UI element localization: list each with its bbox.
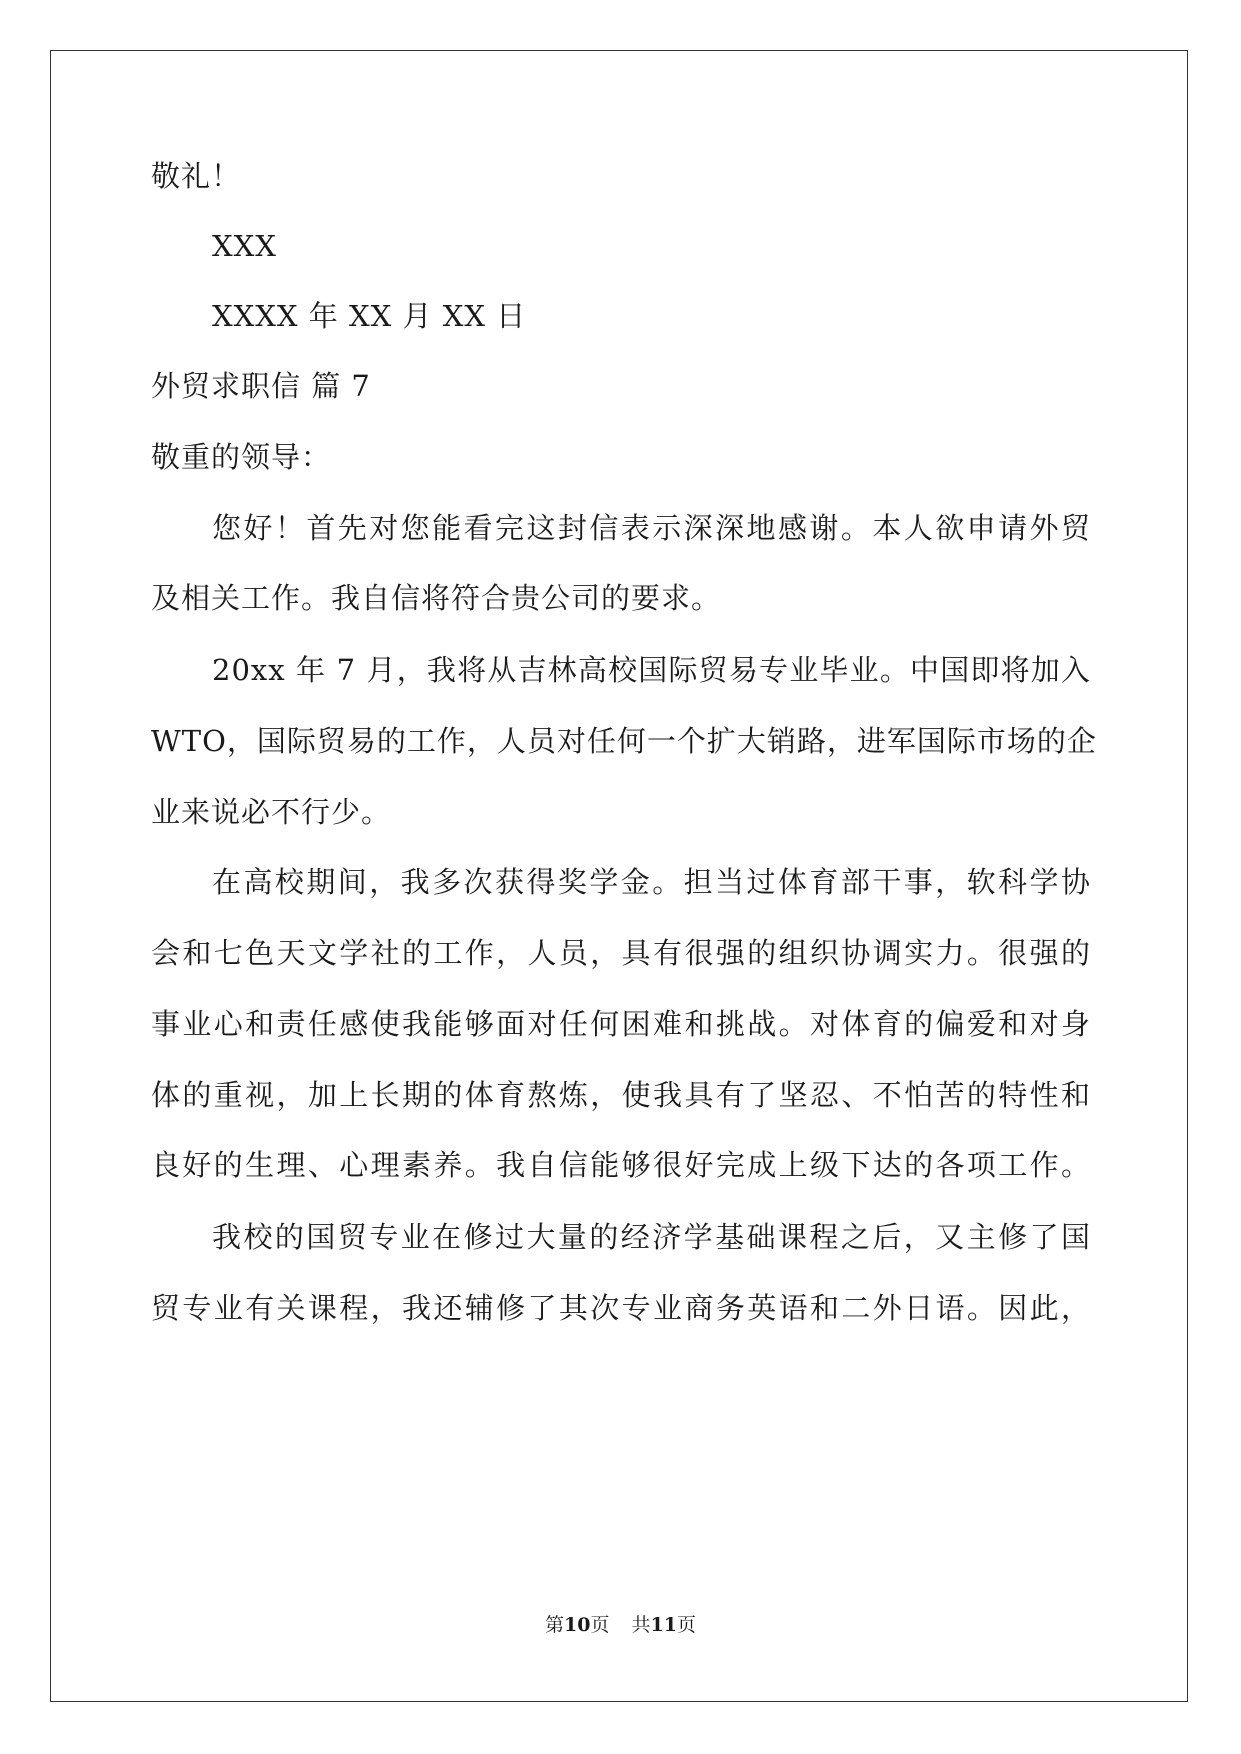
section-heading: 外贸求职信 篇 7 [151, 369, 371, 403]
paragraph-line: 我校的国贸专业在修过大量的经济学基础课程之后，又主修了国 [212, 1220, 1091, 1254]
paragraph-line: 体的重视，加上长期的体育熬炼，使我具有了坚忍、不怕苦的特性和 [151, 1078, 1091, 1112]
page-label-prefix: 第 [545, 1614, 565, 1636]
paragraph-line: 会和七色天文学社的工作，人员，具有很强的组织协调实力。很强的 [151, 936, 1091, 970]
paragraph-line: WTO，国际贸易的工作，人员对任何一个扩大销路，进军国际市场的企 [151, 724, 1097, 758]
paragraph-line: 贸专业有关课程，我还辅修了其次专业商务英语和二外日语。因此， [151, 1291, 1091, 1325]
paragraph-line: 及相关工作。我自信将符合贵公司的要求。 [151, 581, 722, 615]
paragraph-line: 您好！首先对您能看完这封信表示深深地感谢。本人欲申请外贸 [212, 511, 1091, 545]
paragraph-line: 事业心和责任感使我能够面对任何困难和挑战。对体育的偏爱和对身 [151, 1007, 1091, 1041]
paragraph-line: 20xx 年 7 月，我将从吉林高校国际贸易专业毕业。中国即将加入 [212, 653, 1091, 687]
total-pages: 11 [650, 1614, 677, 1636]
closing-salutation: 敬礼！ [151, 159, 242, 193]
paragraph-line: 业来说必不行少。 [151, 795, 392, 829]
total-label-suffix: 页 [676, 1614, 696, 1636]
page-footer [0, 1612, 1241, 1638]
signature-date: XXXX 年 XX 月 XX 日 [212, 299, 527, 333]
paragraph-line: 良好的生理、心理素养。我自信能够很好完成上级下达的各项工作。 [151, 1148, 1091, 1182]
total-label-prefix: 共 [631, 1614, 651, 1636]
page-label-suffix: 页 [590, 1614, 610, 1636]
signature-name: XXX [212, 229, 277, 263]
greeting: 敬重的领导： [151, 440, 332, 474]
paragraph-line: 在高校期间，我多次获得奖学金。担当过体育部干事，软科学协 [212, 865, 1091, 899]
page-number: 10 [564, 1614, 591, 1636]
